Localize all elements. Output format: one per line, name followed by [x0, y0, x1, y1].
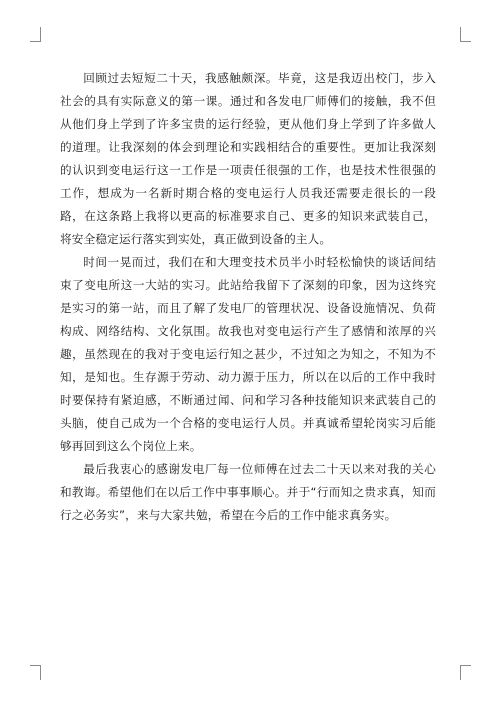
paragraph-acknowledgement: 最后我衷心的感谢发电厂每一位师傅在过去二十天以来对我的关心和教诲。希望他们在以后工作中事事顺心。并于“行而知之贵求真，知而行之必务实”，来与大家共勉，希望在今后的工作中能求真务实。: [60, 462, 436, 522]
crop-mark-bottom-left: [30, 665, 41, 680]
paragraph-internship-summary: 时间一晃而过，我们在和大理变技术员半小时轻松愉快的谈话间结束了变电所这一大站的实习。此站给我留下了深刻的印象，因为这终究是实习的第一站，而且了解了发电厂的管理状况、设备设施情况、负荷构成、网络结构、文化氛围。故我也对变电运行产生了感情和浓厚的兴趣，虽然现在的我对于变电运行知之甚少，不过知之为知之，不知为不知，是知也。生存源于劳动、动力源于压力，所以在以后的工作中我时时要保持有紧迫感，不断通过闻、问和学习各种技能知识来武装自己的头脑，使自己成为一个合格的变电运行人员。并真诚希望轮岗实习后能够再回到这么个岗位上来。: [60, 255, 436, 453]
document-body: [60, 67, 436, 527]
paragraph-reflection: 回顾过去短短二十天，我感触颇深。毕竟，这是我迈出校门，步入社会的具有实际意义的第一课。通过和各发电厂师傅们的接触，我不但从他们身上学到了许多宝贵的运行经验，更从他们身上学到了许多做人的道理。让我深刻的体会到理论和实践相结合的重要性。更加让我深刻的认识到变电运行这一工作是一项责任很强的工作，也是技术性很强的工作，想成为一名新时期合格的变电运行人员我还需要走很长的一段路，在这条路上我将以更高的标准要求自己、更多的知识来武装自己，将安全稳定运行落实到实处，真正做到设备的主人。: [60, 71, 436, 246]
crop-mark-top-left: [30, 27, 41, 42]
crop-mark-top-right: [460, 27, 471, 42]
crop-mark-bottom-right: [460, 665, 471, 680]
